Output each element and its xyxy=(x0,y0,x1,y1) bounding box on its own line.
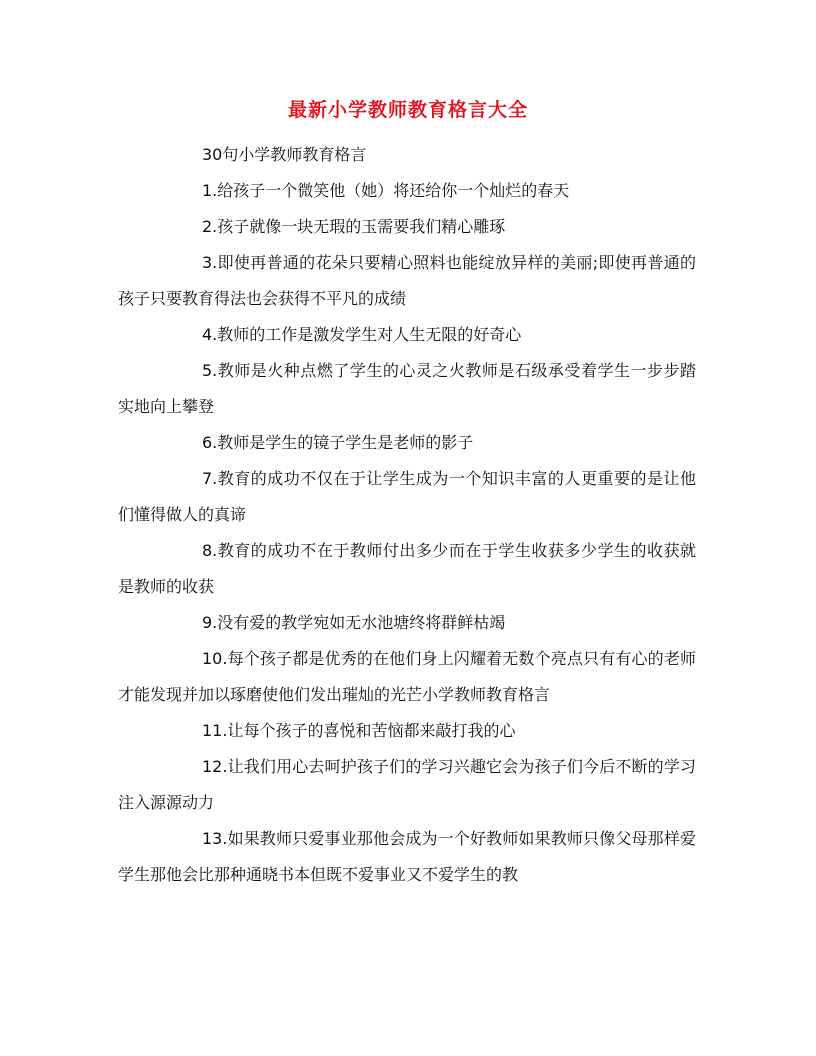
paragraph-item-8: 8.教育的成功不在于教师付出多少而在于学生收获多少学生的收获就是教师的收获 xyxy=(118,541,696,596)
document-body xyxy=(118,137,696,893)
document-title: 最新小学教师教育格言大全 xyxy=(287,99,528,121)
paragraph-subtitle: 30句小学教师教育格言 xyxy=(202,145,367,164)
paragraph-item-10: 10.每个孩子都是优秀的在他们身上闪耀着无数个亮点只有有心的老师才能发现并加以琢磨使他们发出璀灿的光芒小学教师教育格言 xyxy=(118,649,696,704)
paragraph-item-2: 2.孩子就像一块无瑕的玉需要我们精心雕琢 xyxy=(202,217,506,236)
paragraph-item-7: 7.教育的成功不仅在于让学生成为一个知识丰富的人更重要的是让他们懂得做人的真谛 xyxy=(118,469,696,524)
paragraph-item-9: 9.没有爱的教学宛如无水池塘终将群鲜枯竭 xyxy=(202,613,506,632)
paragraph-item-6: 6.教师是学生的镜子学生是老师的影子 xyxy=(202,433,474,452)
paragraph-item-3: 3.即使再普通的花朵只要精心照料也能绽放异样的美丽;即使再普通的孩子只要教育得法也会获得不平凡的成绩 xyxy=(118,253,696,308)
paragraph-item-12: 12.让我们用心去呵护孩子们的学习兴趣它会为孩子们今后不断的学习注入源源动力 xyxy=(118,757,696,812)
paragraph-item-1: 1.给孩子一个微笑他（她）将还给你一个灿烂的春天 xyxy=(202,181,570,200)
paragraph-item-4: 4.教师的工作是激发学生对人生无限的好奇心 xyxy=(202,325,522,344)
paragraph-item-5: 5.教师是火种点燃了学生的心灵之火教师是石级承受着学生一步步踏实地向上攀登 xyxy=(118,361,696,416)
paragraph-item-11: 11.让每个孩子的喜悦和苦恼都来敲打我的心 xyxy=(202,721,516,740)
paragraph-item-13: 13.如果教师只爱事业那他会成为一个好教师如果教师只像父母那样爱学生那他会比那种通晓书本但既不爱事业又不爱学生的教 xyxy=(118,829,696,884)
